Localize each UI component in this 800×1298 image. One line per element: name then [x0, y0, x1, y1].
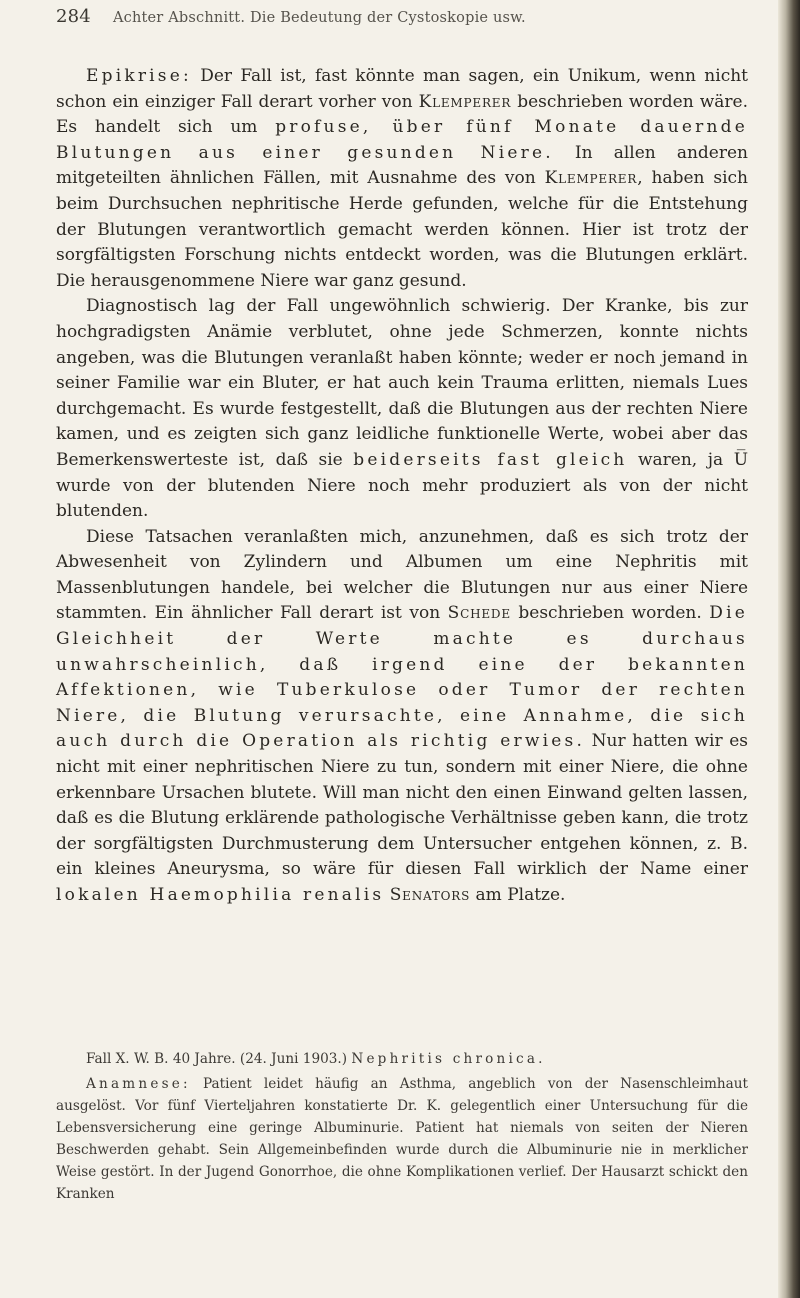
p1-text-1: Der Fall ist, fast könnte man sagen, ein Unikum, wenn nicht schon ein einziger Fall derart vorher von [56, 66, 748, 112]
p3-text-1: Diese Tatsachen veranlaßten mich, anzunehmen, daß es sich trotz der Abwesenheit von Zylindern und Albumen um eine Nephritis mit Massenblutungen handele, bei welcher die Blutungen nur aus einer Niere stammten. Ein ähnlicher Fall derart ist von [56, 526, 748, 624]
running-header [56, 6, 756, 27]
case-report-small-text [56, 1048, 748, 1205]
emphasis-haemophilia-renalis: lokalen Haemophilia renalis [56, 885, 385, 905]
p3-text-2: beschrieben worden. [510, 603, 710, 624]
paragraph-diagnostisch [56, 294, 748, 524]
p1-text-2: beschrieben worden wäre. Es handelt sich um [56, 91, 748, 138]
author-schede: Schede [447, 603, 511, 624]
case-heading-text: Fall X. W. B. 40 Jahre. (24. Juni 1903.) [86, 1051, 352, 1067]
paragraph-tatsachen [56, 525, 748, 909]
anamnese-text: Patient leidet häufig an Asthma, angeblich von der Nasenschleimhaut ausgelöst. Vor fünf Vierteljahren konstatierte Dr. K. gelegentlich einer Untersuchung für die Lebensversicherung eine geringe Albuminurie. Patient hat niemals von seiten der Nieren Beschwerden gehabt. Sein Allgemeinbefinden wurde durch die Albuminurie nie in merklicher Weise gestört. In der Jugend Gonorrhoe, die ohne Komplikationen verlief. Der Hausarzt schickt den Kranken [56, 1076, 748, 1202]
anamnese-label: Anamnese: [86, 1076, 191, 1092]
author-klemperer-2: Klemperer [544, 168, 638, 189]
p3-text-5: am Platze. [470, 885, 566, 905]
paragraph-epikrise [56, 64, 748, 294]
p1-text-3: In allen anderen mitgeteilten ähnlichen Fällen, mit Ausnahme des von [56, 142, 748, 189]
running-title: Achter Abschnitt. Die Bedeutung der Cystoskopie usw. [112, 10, 526, 26]
epikrise-label: Epikrise: [86, 66, 192, 86]
author-klemperer-1: Klemperer [418, 91, 512, 112]
case-heading [56, 1048, 748, 1070]
case-anamnese [56, 1073, 748, 1205]
p2-text-1: Diagnostisch lag der Fall ungewöhnlich schwierig. Der Kranke, bis zur hochgradigsten Anämie verblutet, ohne jede Schmerzen, konnte nichts angeben, was die Blutungen veranlaßt haben könnte; weder er noch jemand in seiner Familie war ein Bluter, er hat auch kein Trauma erlitten, niemals Lues durchgemacht. Es wurde festgestellt, daß die Blutungen aus der rechten Niere kamen, und es zeigten sich ganz leidliche funktionelle Werte, wobei aber das Bemerkenswerteste ist, daß sie [56, 296, 748, 470]
page-number: 284 [56, 6, 91, 27]
p2-text-2: waren, ja U̅ wurde von der blutenden Niere noch mehr produziert als von der nicht blutenden. [56, 449, 749, 522]
case-diagnosis: Nephritis chronica. [351, 1051, 546, 1067]
emphasis-beiderseits: beiderseits fast gleich [353, 449, 628, 470]
emphasis-gleichheit: Die Gleichheit der Werte machte es durchaus unwahrscheinlich, daß irgend eine der bekannten Affektionen, wie Tuberkulose oder Tumor der rechten Niere, die Blutung verursachte, eine Annahme, die sich auch durch die Operation als richtig erwies. [56, 603, 748, 752]
emphasis-profuse-bleeding: profuse, über fünf Monate dauernde Blutungen aus einer gesunden Niere. [56, 117, 748, 163]
page-binding-edge [778, 0, 800, 1298]
main-text [56, 64, 748, 909]
p3-text-3: Nur hatten wir es nicht mit einer nephritischen Niere zu tun, sondern mit einer Niere, die ohne erkennbare Ursachen blutete. Will man nicht den einen Einwand gelten lassen, daß es die Blutung erklärende pathologische Verhältnisse geben kann, die trotz der sorgfältigsten Durchmusterung dem Untersucher entgehen können, z. B. ein kleines Aneurysma, so wäre für diesen Fall wirklich der Name einer [56, 731, 748, 880]
author-senator: Senators [389, 885, 471, 905]
p1-text-4: , haben sich beim Durchsuchen nephritische Herde gefunden, welche für die Entstehung der Blutungen verantwortlich gemacht werden können. Hier ist trotz der sorgfältigsten Forschung nichts entdeckt worden, was die Blutungen erklärt. Die herausgenommene Niere war ganz gesund. [56, 168, 748, 291]
